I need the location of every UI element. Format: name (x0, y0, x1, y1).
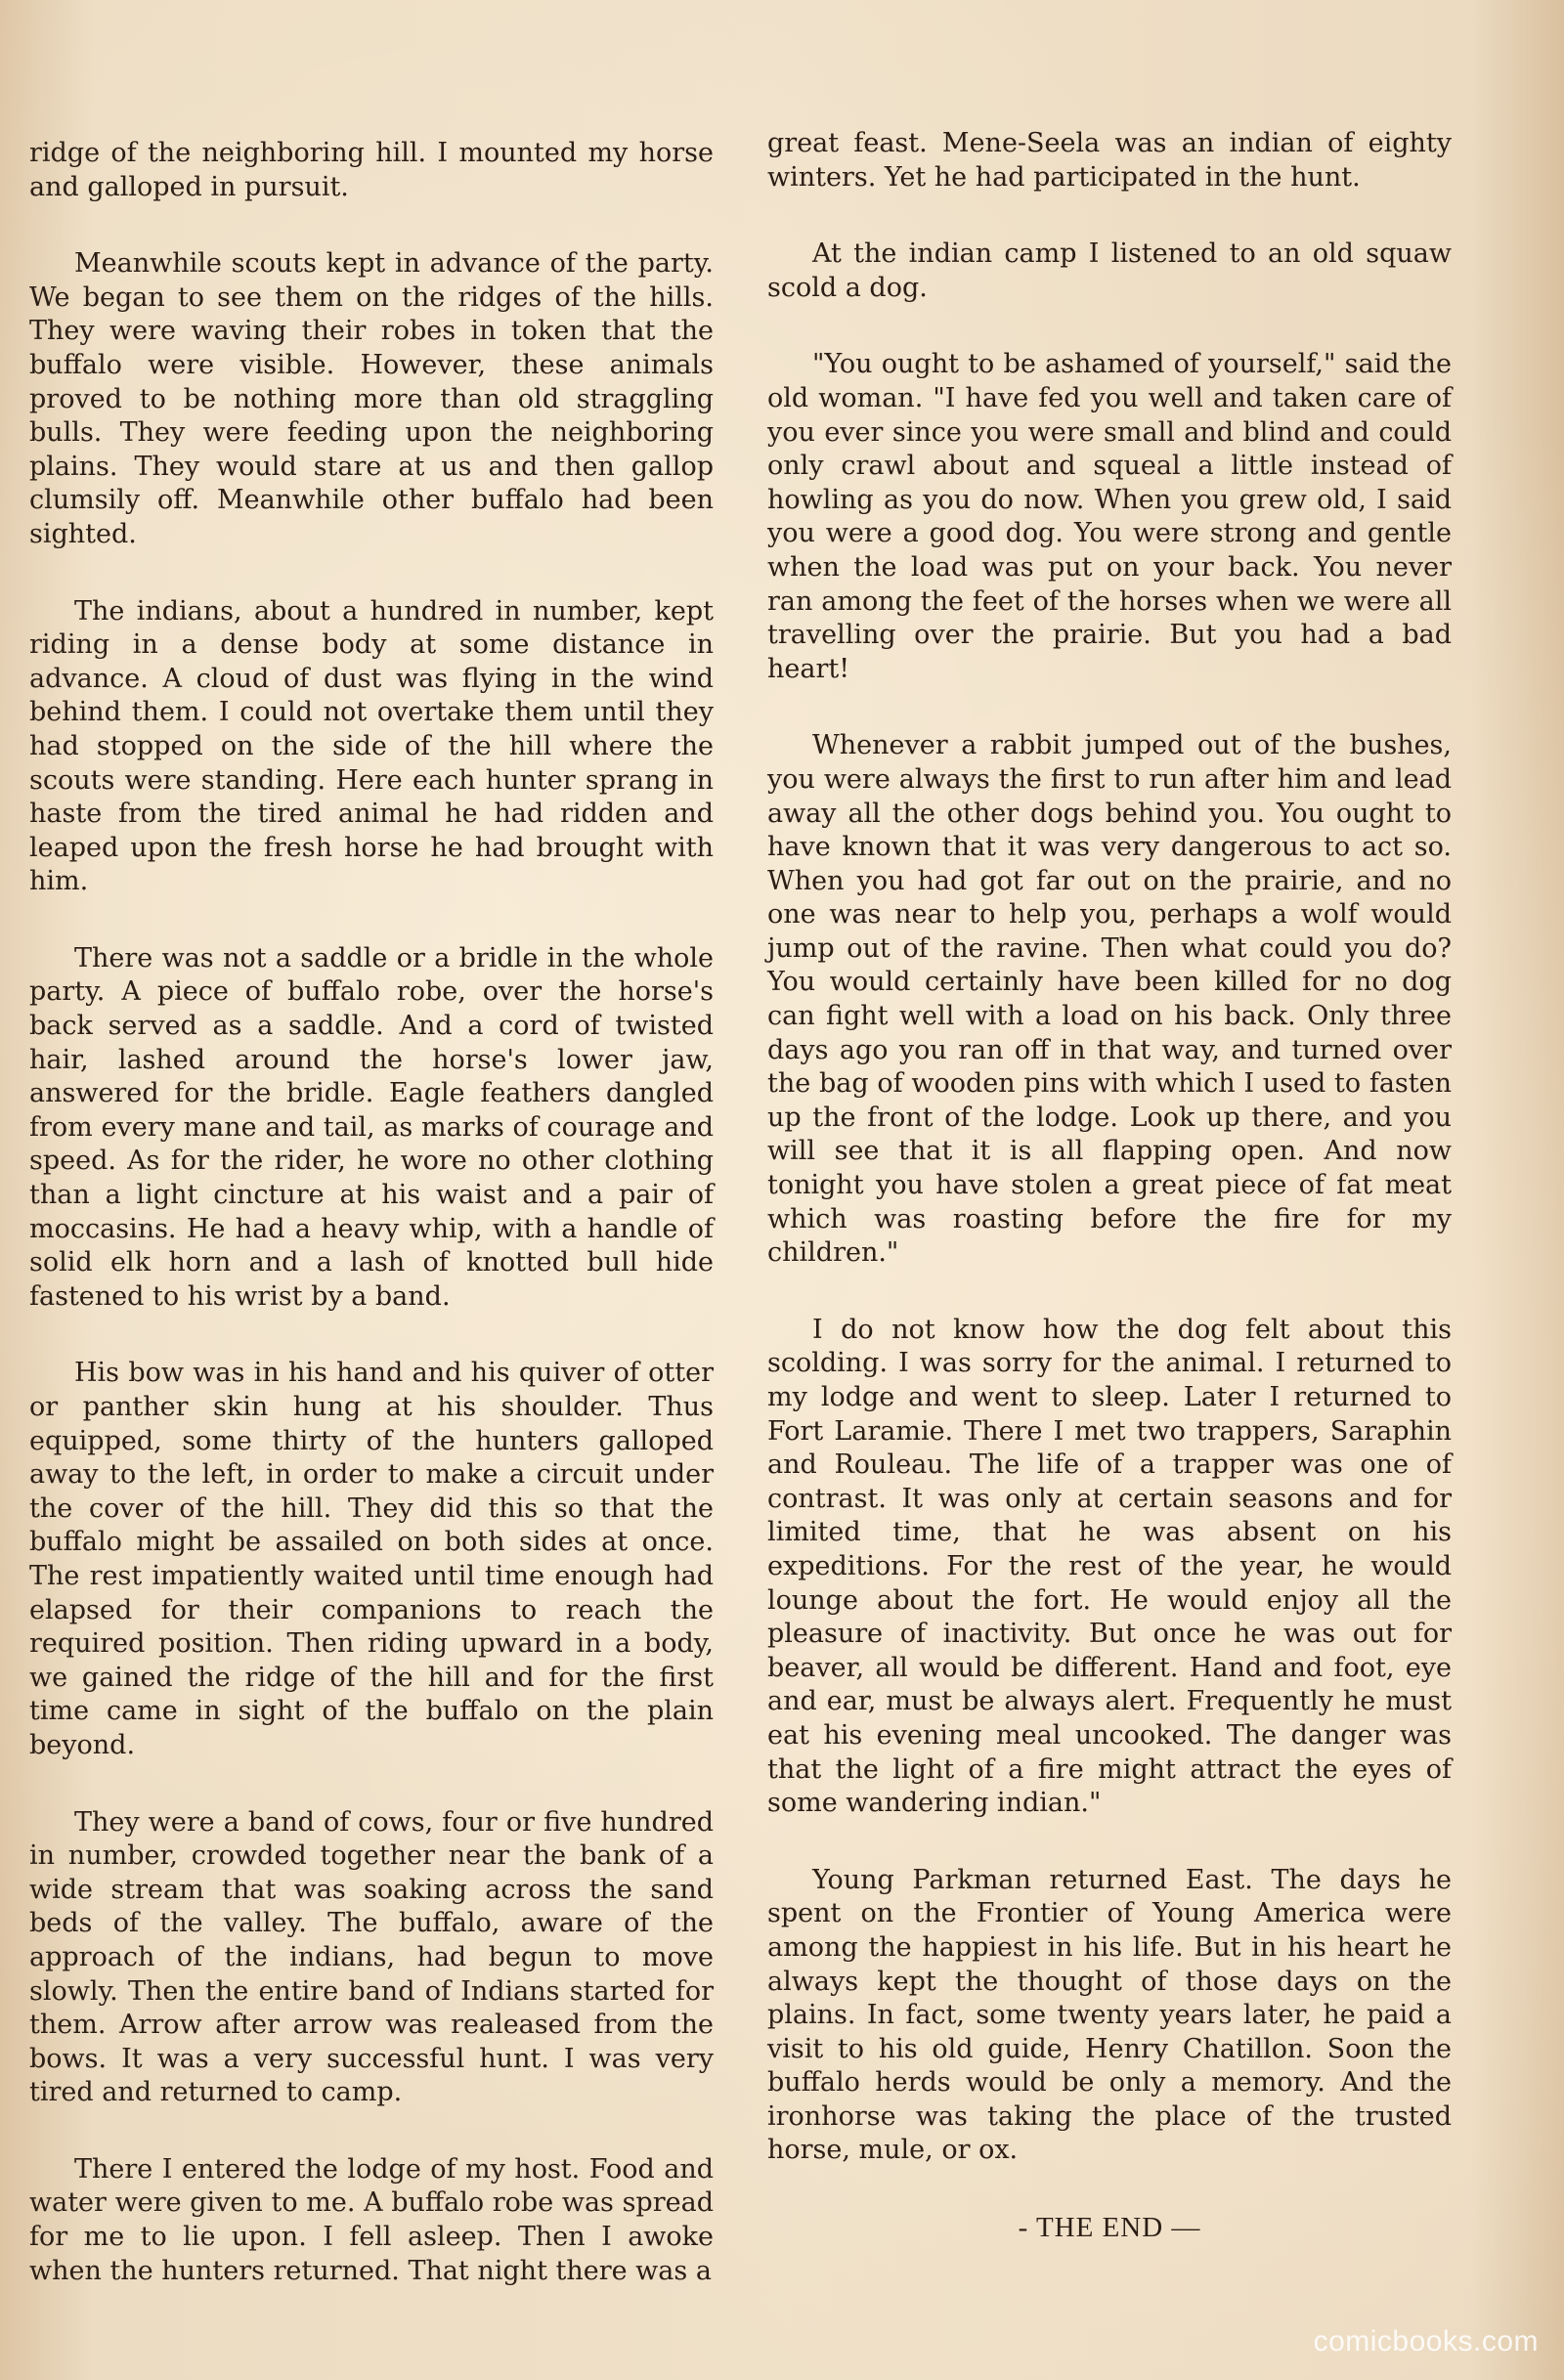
paragraph: ridge of the neighboring hill. I mounted my horse and galloped in pursuit. (29, 138, 714, 202)
paragraph: Meanwhile scouts kept in advance of the party. We began to see them on the ridges of the hills. They were waving their robes in token that the buffalo were visible. However, these animals proved to be nothing more than old straggling bulls. They were feeding upon the neighboring plains. They would stare at us and then gallop clumsily off. Meanwhile other buffalo had been sighted. (29, 248, 714, 549)
the-end-label: - THE END — (1018, 2212, 1201, 2244)
paragraph: Young Parkman returned East. The days he spent on the Frontier of Young America were among the happiest in his life. But in his heart he always kept the thought of those days on the plains. In fact, some twenty years later, he paid a visit to his old guide, Henry Chatillon. Soon the buffalo herds would be only a memory. And the ironhorse was taking the place of the trusted horse, mule, or ox. (767, 1864, 1452, 2166)
paragraph: great feast. Mene-Seela was an indian of eighty winters. Yet he had participated in the hunt. (767, 128, 1452, 193)
paragraph: There I entered the lodge of my host. Food and water were given to me. A buffalo robe was spread for me to lie upon. I fell asleep. Then I awoke when the hunters returned. That night there was a (29, 2153, 714, 2286)
paragraph: I do not know how the dog felt about this scolding. I was sorry for the animal. I returned to my lodge and went to sleep. Later I returned to Fort Laramie. There I met two trappers, Saraphin and Rouleau. The life of a trapper was one of contrast. It was only at certain seasons and for limited time, that he was absent on his expeditions. For the rest of the year, he would lounge about the fort. He would enjoy all the pleasure of inactivity. But once he was out for beaver, all would be different. Hand and foot, eye and ear, must be always alert. Frequently he must eat his evening meal uncooked. The danger was that the light of a fire might attract the eyes of some wandering indian." (767, 1314, 1452, 1819)
paragraph: The indians, about a hundred in number, kept riding in a dense body at some distance in advance. A cloud of dust was flying in the wind behind them. I could not overtake them until they had stopped on the side of the hill where the scouts were standing. Here each hunter sprang in haste from the tired animal he had ridden and leaped upon the fresh horse he had brought with him. (29, 595, 714, 897)
paragraph: Whenever a rabbit jumped out of the bushes, you were always the first to run after him and lead away all the other dogs behind you. You ought to have known that it was very dangerous to act so. When you had got far out on the prairie, and no one was near to help you, perhaps a wolf would jump out of the ravine. Then what could you do? You would certainly have been killed for no dog can fight well with a load on his back. Only three days ago you ran off in that way, and turned over the bag of wooden pins with which I used to fasten up the front of the lodge. Look up there, and you will see that it is all flapping open. And now tonight you have stolen a great piece of fat meat which was roasting before the fire for my children." (767, 730, 1452, 1269)
paragraph: At the indian camp I listened to an old squaw scold a dog. (767, 238, 1452, 303)
paragraph: They were a band of cows, four or five hundred in number, crowded together near the bank of a wide stream that was soaking across the sand beds of the valley. The buffalo, aware of the approach of the indians, had begun to move slowly. Then the entire band of Indians started for them. Arrow after arrow was realeased from the bows. It was a very successful hunt. I was very tired and returned to camp. (29, 1806, 714, 2108)
paragraph: His bow was in his hand and his quiver of otter or panther skin hung at his shoulder. Thus equipped, some thirty of the hunters galloped away to the left, in order to make a circuit under the cover of the hill. They did this so that the buffalo might be assailed on both sides at once. The rest impatiently waited until time enough had elapsed for their companions to reach the required position. Then riding upward in a body, we gained the ridge of the hill and for the first time came in sight of the buffalo on the plain beyond. (29, 1358, 714, 1760)
left-column (29, 137, 714, 2331)
paragraph: There was not a saddle or a bridle in the whole party. A piece of buffalo robe, over the horse's back served as a saddle. And a cord of twisted hair, lashed around the horse's lower jaw, answered for the bridle. Eagle feathers dangled from every mane and tail, as marks of courage and speed. As for the rider, he wore no other clothing than a light cincture at his waist and a pair of moccasins. He had a heavy whip, with a handle of solid elk horn and a lash of knotted bull hide fastened to his wrist by a band. (29, 942, 714, 1312)
watermark: comicbooks.com (1313, 2325, 1539, 2358)
right-column (767, 127, 1452, 2288)
paragraph: "You ought to be ashamed of yourself," said the old woman. "I have fed you well and taken care of you ever since you were small and blind and could only crawl about and squeal a little instead of howling as you do now. When you grew old, I said you were a good dog. You were strong and gentle when the load was put on your back. You never ran among the feet of the horses when we were all travelling over the prairie. But you had a bad heart! (767, 349, 1452, 684)
